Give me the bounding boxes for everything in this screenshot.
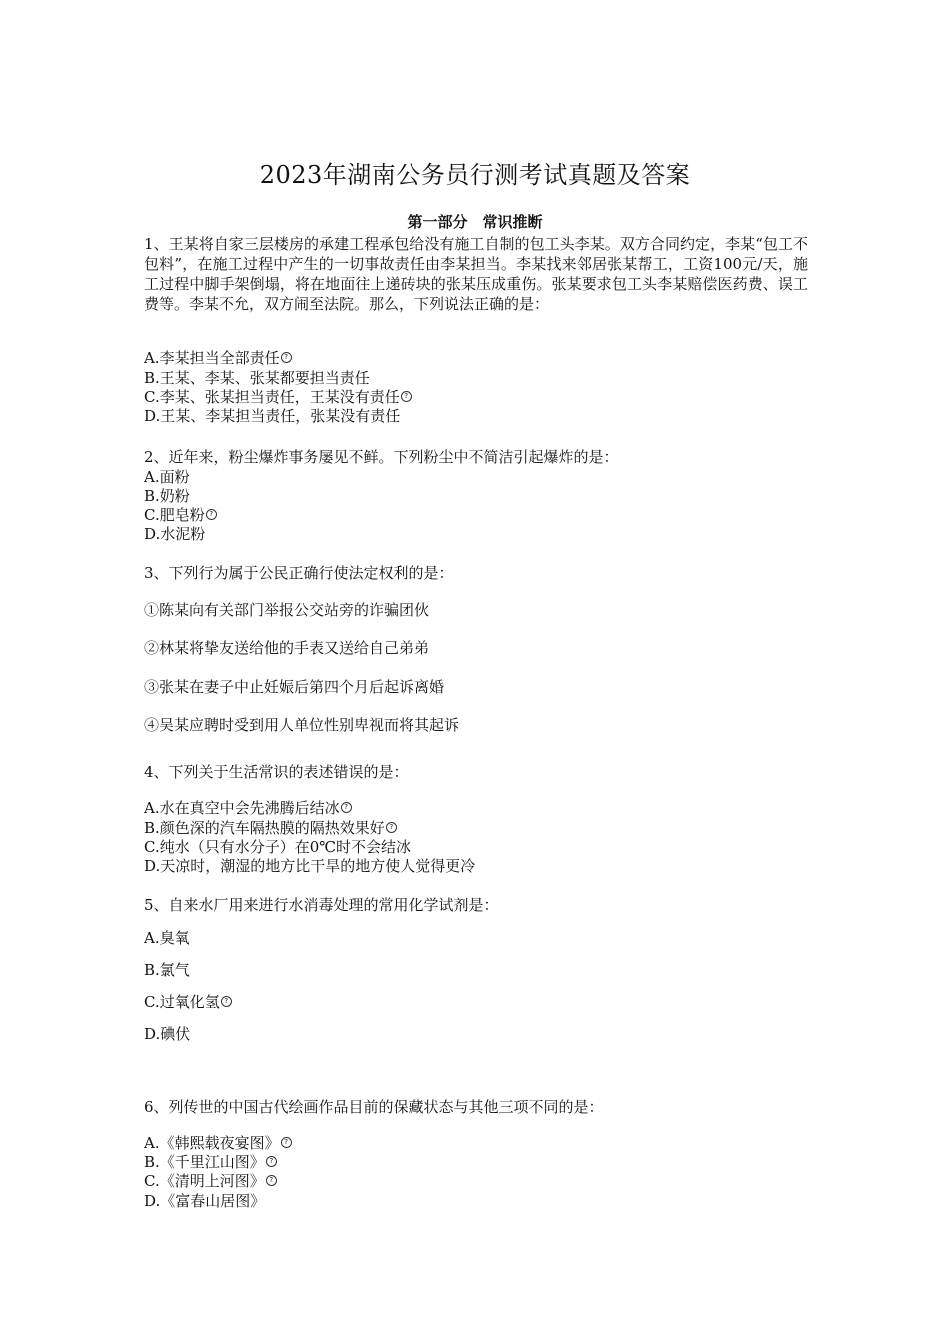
answer-mark-icon: ?	[281, 1137, 292, 1148]
q5-option-a: A.臭氧	[144, 929, 190, 947]
q6-option-b: B.《千里江山图》 ?	[144, 1152, 277, 1172]
answer-mark-icon: ?	[281, 352, 292, 363]
q6-option-a: A.《韩熙载夜宴图》 ?	[144, 1133, 292, 1153]
q1-option-d: D.王某、李某担当责任，张某没有责任	[144, 407, 401, 425]
q2-option-d: D.水泥粉	[144, 525, 206, 543]
question-3-stem: 3、下列行为属于公民正确行使法定权利的是：	[144, 564, 454, 582]
answer-mark-icon: ?	[401, 391, 412, 402]
question-5-stem: 5、自来水厂用来进行水消毒处理的常用化学试剂是：	[144, 896, 499, 914]
answer-mark-icon: ?	[266, 1156, 277, 1167]
q6-option-c: C.《清明上河图》 ?	[144, 1171, 277, 1191]
q5-option-d: D.碘伏	[144, 1025, 191, 1043]
q5-option-b: B.氯气	[144, 961, 190, 979]
q3-statement-3: ③张某在妻子中止妊娠后第四个月后起诉离婚	[144, 678, 445, 696]
answer-mark-icon: ?	[206, 509, 217, 520]
answer-mark-icon: ?	[341, 802, 352, 813]
q4-option-a: A.水在真空中会先沸腾后结冰 ?	[144, 798, 352, 818]
answer-mark-icon: ?	[386, 822, 397, 833]
q2-option-c: C.肥皂粉 ?	[144, 505, 217, 525]
question-1-stem: 1、王某将自家三层楼房的承建工程承包给没有施工自制的包工头李某。双方合同约定，李某“包工不包料”，在施工过程中产生的一切事故责任由李某担当。李某找来邻居张某帮工，工资100元/天，施工过程中脚手架倒塌，将在地面往上递砖块的张某压成重伤。张某要求包工头李某赔偿医药费、误工费等。李某不允，双方闹至法院。那么，下列说法正确的是：	[144, 235, 808, 313]
q2-option-a: A.面粉	[144, 468, 190, 486]
q1-option-a: A.李某担当全部责任 ?	[144, 348, 292, 368]
section-title: 第一部分 常识推断	[407, 213, 543, 231]
q3-statement-4: ④吴某应聘时受到用人单位性别卑视而将其起诉	[144, 716, 460, 734]
question-6-stem: 6、列传世的中国古代绘画作品目前的保藏状态与其他三项不同的是：	[144, 1098, 604, 1116]
question-4-stem: 4、下列关于生活常识的表述错误的是：	[144, 763, 409, 781]
answer-mark-icon: ?	[266, 1175, 277, 1186]
q1-option-c: C.李某、张某担当责任，王某没有责任 ?	[144, 387, 412, 407]
q4-option-d: D.天凉时，潮湿的地方比干旱的地方使人觉得更冷	[144, 857, 476, 875]
answer-mark-icon: ?	[221, 996, 232, 1007]
question-2-stem: 2、近年来，粉尘爆炸事务屡见不鲜。下列粉尘中不简洁引起爆炸的是：	[144, 448, 619, 466]
q4-option-c: C.纯水（只有水分子）在0℃时不会结冰	[144, 838, 412, 856]
q3-statement-2: ②林某将挚友送给他的手表又送给自己弟弟	[144, 639, 430, 657]
q2-option-b: B.奶粉	[144, 487, 190, 505]
q1-option-b: B.王某、李某、张某都要担当责任	[144, 369, 370, 387]
document-title: 2023年湖南公务员行测考试真题及答案	[259, 161, 691, 189]
q3-statement-1: ①陈某向有关部门举报公交站旁的诈骗团伙	[144, 601, 430, 619]
q6-option-d: D.《富春山居图》	[144, 1192, 266, 1210]
q4-option-b: B.颜色深的汽车隔热膜的隔热效果好 ?	[144, 818, 397, 838]
q5-option-c: C.过氧化氢 ?	[144, 992, 232, 1012]
